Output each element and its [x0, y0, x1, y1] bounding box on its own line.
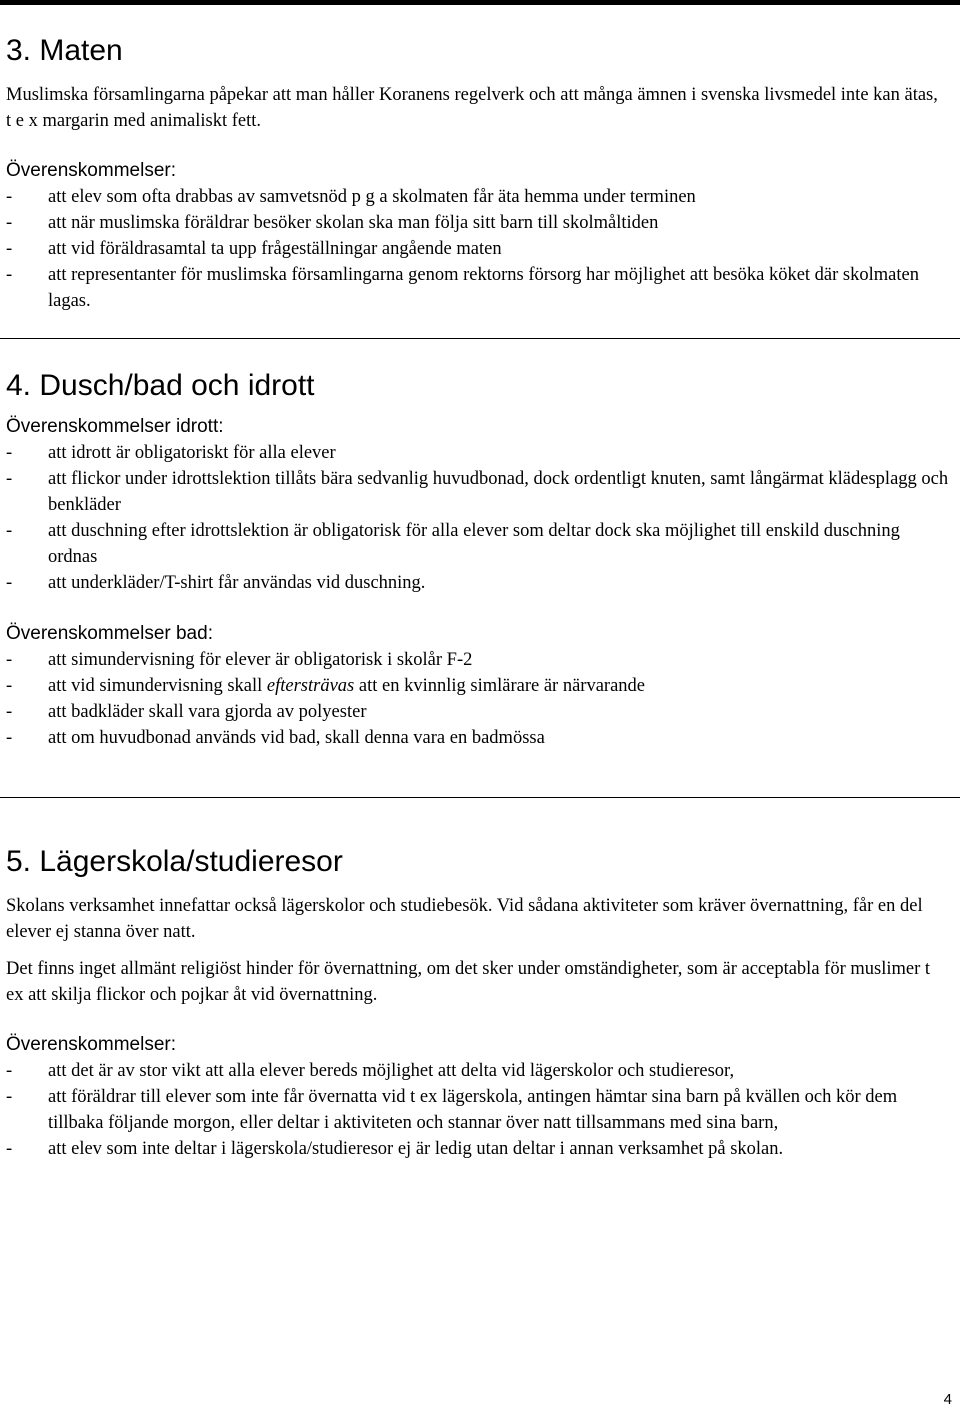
section-4-title: 4. Dusch/bad och idrott	[6, 369, 315, 402]
list-item	[6, 1084, 951, 1136]
sport-agreements-heading: Överenskommelser idrott:	[6, 416, 224, 437]
dash: -	[6, 1087, 13, 1107]
dash: -	[6, 573, 13, 593]
list-item-text: att flickor under idrottslektion tillåts bära sedvanlig huvudbonad, dock ordentligt knuten, samt långärmat klädesplagg och benkläder	[48, 469, 949, 515]
bath-agreements-heading: Överenskommelser bad:	[6, 623, 213, 644]
section-3-intro: Muslimska församlingarna påpekar att man håller Koranens regelverk och att många ämnen i svenska livsmedel inte kan ätas, t e x margarin med animaliskt fett.	[6, 85, 938, 131]
list-item-text: att badkläder skall vara gjorda av polyester	[48, 702, 367, 722]
list-item-text: att simundervisning för elever är obligatorisk i skolår F-2	[48, 650, 473, 670]
list-item-text: att representanter för muslimska församlingarna genom rektorns försorg har möjlighet att besöka köket där skolmaten lagas.	[48, 265, 919, 311]
dash: -	[6, 650, 13, 670]
list-item	[6, 518, 951, 570]
list-item	[6, 699, 951, 725]
section-5-paragraph-1: Skolans verksamhet innefattar också lägerskolor och studiebesök. Vid sådana aktiviteter som kräver övernattning, får en del elever ej stanna över natt.	[6, 896, 923, 942]
dash: -	[6, 1139, 13, 1159]
dash: -	[6, 469, 13, 489]
list-item	[6, 725, 951, 751]
list-item	[6, 1058, 951, 1084]
section-5-agreements-heading: Överenskommelser:	[6, 1034, 176, 1055]
section-3-agreements-heading: Överenskommelser:	[6, 160, 176, 181]
section-divider	[0, 797, 960, 798]
dash: -	[6, 265, 13, 285]
section-5-paragraph-2: Det finns inget allmänt religiöst hinder för övernattning, om det sker under omständigheter, som är acceptabla för muslimer t ex att skilja flickor och pojkar åt vid övernattning.	[6, 959, 930, 1005]
list-item-text: att elev som ofta drabbas av samvetsnöd p g a skolmaten får äta hemma under terminen	[48, 187, 696, 207]
section-3-agreements-list	[6, 184, 951, 314]
list-item	[6, 184, 951, 210]
list-item	[6, 236, 951, 262]
section-3-title: 3. Maten	[6, 34, 123, 67]
dash: -	[6, 676, 13, 696]
dash: -	[6, 1061, 13, 1081]
list-item-text-post: att en kvinnlig simlärare är närvarande	[354, 676, 645, 696]
list-item-text: att vid föräldrasamtal ta upp frågeställningar angående maten	[48, 239, 502, 259]
dash: -	[6, 239, 13, 259]
list-item	[6, 570, 951, 596]
list-item-text: att elev som inte deltar i lägerskola/studieresor ej är ledig utan deltar i annan verksamhet på skolan.	[48, 1139, 784, 1159]
dash: -	[6, 187, 13, 207]
dash: -	[6, 213, 13, 233]
list-item	[6, 262, 951, 314]
list-item	[6, 210, 951, 236]
section-5-title: 5. Lägerskola/studieresor	[6, 845, 343, 878]
emphasized-word: eftersträvas	[266, 676, 355, 696]
list-item-text: att duschning efter idrottslektion är obligatorisk för alla elever som deltar dock ska möjlighet till enskild duschning ordnas	[48, 521, 900, 567]
dash: -	[6, 702, 13, 722]
list-item	[6, 647, 951, 673]
dash: -	[6, 728, 13, 748]
sport-agreements-list	[6, 440, 951, 596]
section-divider	[0, 338, 960, 339]
list-item-text-pre: att vid simundervisning skall	[48, 676, 267, 696]
list-item	[6, 673, 951, 699]
list-item-text: att underkläder/T-shirt får användas vid duschning.	[48, 573, 426, 593]
dash: -	[6, 443, 13, 463]
list-item-text: att idrott är obligatoriskt för alla elever	[48, 443, 336, 463]
page-number: 4	[943, 1391, 952, 1408]
list-item	[6, 466, 951, 518]
bath-agreements-list	[6, 647, 951, 751]
list-item-text: att det är av stor vikt att alla elever bereds möjlighet att delta vid lägerskolor och studieresor,	[48, 1061, 735, 1081]
list-item	[6, 1136, 951, 1162]
dash: -	[6, 521, 13, 541]
top-rule	[0, 0, 960, 5]
list-item	[6, 440, 951, 466]
section-5-agreements-list	[6, 1058, 951, 1162]
list-item-text: att föräldrar till elever som inte får övernatta vid t ex lägerskola, antingen hämtar sina barn på kvällen och kör dem tillbaka följande morgon, eller deltar i aktiviteten och stannar över natt tillsammans med sina barn,	[48, 1087, 898, 1133]
list-item-text: att när muslimska föräldrar besöker skolan ska man följa sitt barn till skolmåltiden	[48, 213, 659, 233]
list-item-text: att om huvudbonad används vid bad, skall denna vara en badmössa	[48, 728, 545, 748]
